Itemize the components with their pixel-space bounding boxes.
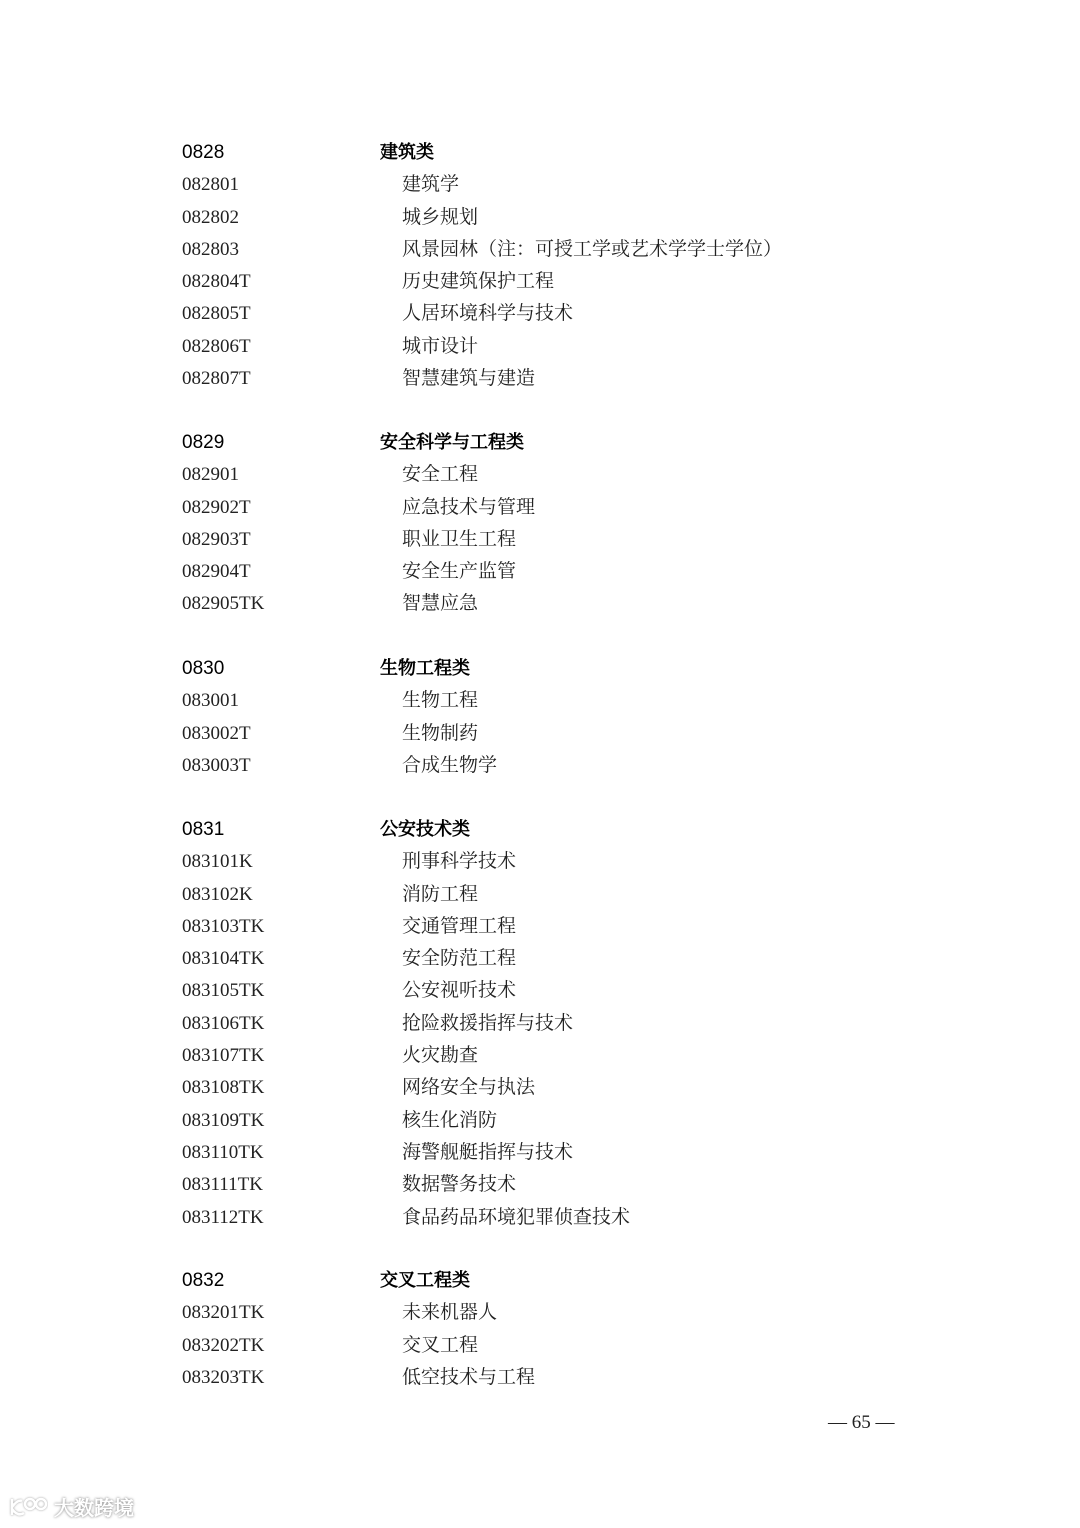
major-code: 083002T [182, 722, 251, 744]
major-name: 安全防范工程 [402, 948, 517, 970]
major-name: 人居环境科学与技术 [402, 303, 574, 325]
major-row [0, 1072, 1080, 1104]
major-code: 0829 [182, 432, 225, 453]
major-name: 交叉工程 [402, 1334, 479, 1356]
major-row [0, 975, 1080, 1007]
major-name: 合成生物学 [402, 754, 498, 776]
major-code: 083101K [182, 851, 253, 873]
watermark-text: 大数跨境 [54, 1496, 134, 1520]
major-row [0, 266, 1080, 298]
major-name: 公安技术类 [380, 819, 470, 840]
major-code: 082905TK [182, 593, 265, 615]
category-group [0, 1265, 1080, 1394]
major-row [0, 492, 1080, 524]
major-code: 082901 [182, 464, 239, 486]
major-code: 0828 [182, 142, 225, 163]
major-name: 生物工程类 [380, 658, 470, 679]
major-name: 抢险救援指挥与技术 [402, 1012, 574, 1034]
category-header [0, 137, 1080, 169]
major-code: 083108TK [182, 1077, 265, 1099]
major-row [0, 1330, 1080, 1362]
major-row [0, 234, 1080, 266]
major-name: 安全科学与工程类 [380, 432, 524, 453]
major-code: 083003T [182, 754, 251, 776]
category-header [0, 427, 1080, 459]
major-name: 生物制药 [402, 722, 479, 744]
major-code: 0831 [182, 819, 225, 840]
major-name: 数据警务技术 [402, 1174, 517, 1196]
major-row [0, 879, 1080, 911]
major-row [0, 1105, 1080, 1137]
major-row [0, 1040, 1080, 1072]
major-name: 公安视听技术 [402, 980, 517, 1002]
major-name: 交通管理工程 [402, 915, 517, 937]
major-row [0, 718, 1080, 750]
major-code: 082807T [182, 368, 251, 390]
major-row [0, 169, 1080, 201]
major-name: 火灾勘查 [402, 1045, 479, 1067]
major-row [0, 685, 1080, 717]
major-name: 低空技术与工程 [402, 1366, 536, 1388]
major-name: 安全生产监管 [402, 561, 517, 583]
category-header [0, 814, 1080, 846]
major-code: 083110TK [182, 1141, 264, 1163]
major-code: 083109TK [182, 1109, 265, 1131]
major-code: 082903T [182, 528, 251, 550]
major-name: 风景园林（注：可授工学或艺术学学士学位） [402, 238, 783, 260]
major-code: 082802 [182, 206, 239, 228]
major-code: 082902T [182, 496, 251, 518]
major-row [0, 363, 1080, 395]
major-row [0, 588, 1080, 620]
major-code: 082805T [182, 303, 251, 325]
major-row [0, 1202, 1080, 1234]
major-name: 智慧建筑与建造 [402, 368, 536, 390]
major-row [0, 846, 1080, 878]
major-name: 海警舰艇指挥与技术 [402, 1141, 574, 1163]
major-name: 网络安全与执法 [402, 1077, 536, 1099]
major-code: 0832 [182, 1270, 225, 1291]
major-name: 城乡规划 [402, 206, 479, 228]
major-name: 未来机器人 [402, 1302, 498, 1324]
major-name: 交叉工程类 [380, 1270, 470, 1291]
major-code: 083202TK [182, 1334, 265, 1356]
major-name: 职业卫生工程 [402, 528, 517, 550]
category-group [0, 814, 1080, 1234]
category-group [0, 137, 1080, 395]
major-name: 历史建筑保护工程 [402, 271, 555, 293]
major-row [0, 298, 1080, 330]
major-row [0, 459, 1080, 491]
major-code: 082803 [182, 238, 239, 260]
major-row [0, 1169, 1080, 1201]
major-name: 建筑学 [402, 174, 460, 196]
category-group [0, 653, 1080, 782]
major-code: 083112TK [182, 1206, 264, 1228]
major-row [0, 1362, 1080, 1394]
major-name: 核生化消防 [402, 1109, 498, 1131]
watermark [8, 1492, 134, 1521]
major-code: 083102K [182, 883, 253, 905]
category-header [0, 1265, 1080, 1297]
major-code: 082801 [182, 174, 239, 196]
category-group [0, 427, 1080, 621]
major-row [0, 1297, 1080, 1329]
major-name: 城市设计 [402, 335, 479, 357]
major-row [0, 202, 1080, 234]
major-code: 083103TK [182, 915, 265, 937]
major-name: 应急技术与管理 [402, 496, 536, 518]
major-name: 刑事科学技术 [402, 851, 517, 873]
major-name: 建筑类 [380, 142, 434, 163]
major-name: 食品药品环境犯罪侦查技术 [402, 1206, 631, 1228]
major-code: 083107TK [182, 1045, 265, 1067]
major-code: 083111TK [182, 1174, 263, 1196]
major-code: 083201TK [182, 1302, 265, 1324]
page-number: — 65 — [828, 1412, 895, 1433]
major-row [0, 750, 1080, 782]
major-code: 083105TK [182, 980, 265, 1002]
major-row [0, 1008, 1080, 1040]
major-name: 生物工程 [402, 690, 479, 712]
major-row [0, 943, 1080, 975]
major-name: 消防工程 [402, 883, 479, 905]
major-row [0, 556, 1080, 588]
major-code: 082806T [182, 335, 251, 357]
major-code: 082804T [182, 271, 251, 293]
watermark-logo-icon [8, 1495, 48, 1519]
major-row [0, 1137, 1080, 1169]
major-code: 0830 [182, 658, 225, 679]
major-code: 083104TK [182, 948, 265, 970]
category-header [0, 653, 1080, 685]
major-code: 083001 [182, 690, 239, 712]
major-row [0, 331, 1080, 363]
major-row [0, 524, 1080, 556]
major-row [0, 911, 1080, 943]
major-code: 083203TK [182, 1366, 265, 1388]
major-name: 智慧应急 [402, 593, 479, 615]
major-name: 安全工程 [402, 464, 479, 486]
major-code: 082904T [182, 561, 251, 583]
major-code: 083106TK [182, 1012, 265, 1034]
